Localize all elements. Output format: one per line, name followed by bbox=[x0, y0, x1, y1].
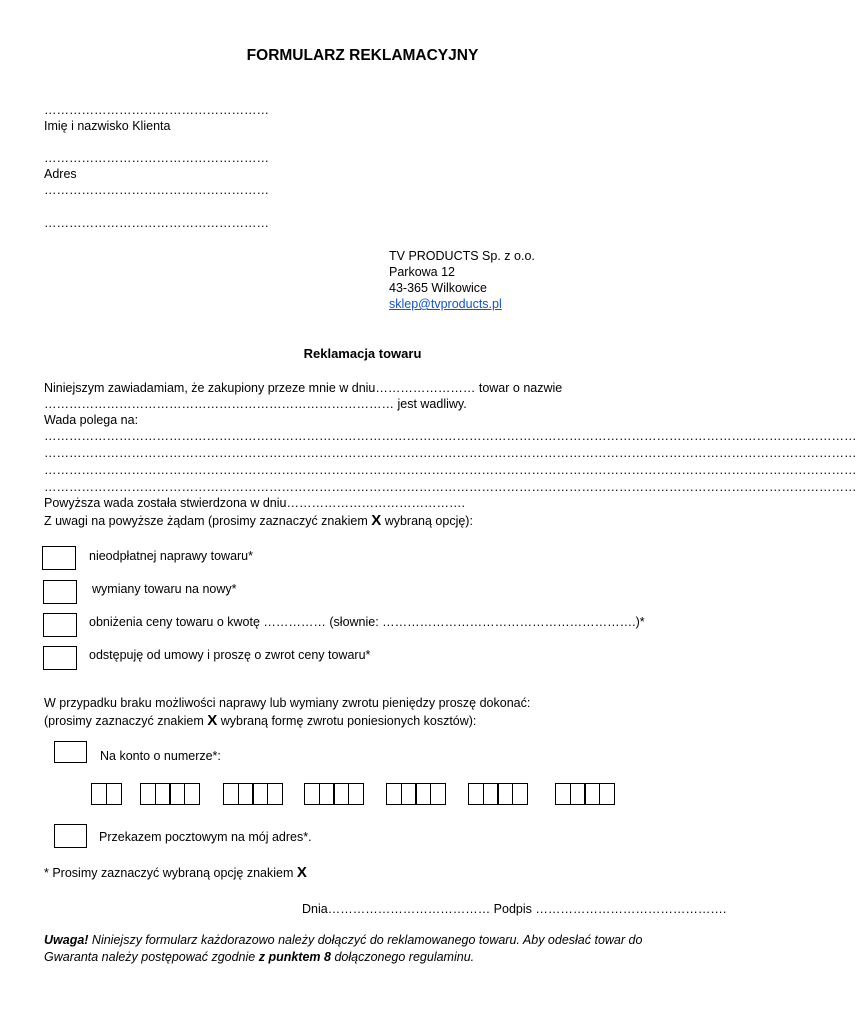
account-digit-cell[interactable] bbox=[348, 783, 364, 805]
account-digit-cell[interactable] bbox=[106, 783, 122, 805]
client-name-dots: ……………………………………………… bbox=[44, 103, 269, 117]
found-date-line: Powyższa wada została stwierdzona w dniu……………………………………. bbox=[44, 496, 465, 510]
section-title: Reklamacja towaru bbox=[303, 346, 422, 361]
account-digit-cell[interactable] bbox=[267, 783, 283, 805]
account-digit-cell[interactable] bbox=[584, 783, 600, 805]
x-mark: X bbox=[296, 864, 307, 881]
form-title: FORMULARZ REKLAMACYJNY bbox=[246, 47, 479, 64]
defect-line: …………………………………………………………………………………………………………………………………………………………………………… bbox=[44, 446, 857, 460]
note-text-2: dołączonego regulaminu. bbox=[330, 950, 475, 964]
defect-label: Wada polega na: bbox=[44, 413, 139, 427]
account-digit-cell[interactable] bbox=[304, 783, 320, 805]
product-name-line: ………………………………………………………………………… jest wadliwy. bbox=[44, 397, 467, 411]
defect-line: …………………………………………………………………………………………………………………………………………………………………………… bbox=[44, 429, 857, 443]
company-email-link[interactable]: sklep@tvproducts.pl bbox=[389, 297, 502, 311]
company-city: 43-365 Wilkowice bbox=[389, 281, 487, 295]
request-prefix: Z uwagi na powyższe żądam (prosimy zaznaczyć znakiem bbox=[44, 514, 372, 528]
footnote bbox=[44, 865, 307, 881]
request-line bbox=[44, 513, 473, 529]
account-digit-cell[interactable] bbox=[238, 783, 254, 805]
client-address-label: Adres bbox=[44, 167, 77, 181]
footnote-text: * Prosimy zaznaczyć wybraną opcję znakiem bbox=[44, 866, 297, 880]
request-suffix: wybraną opcję): bbox=[381, 514, 473, 528]
checkbox-withdrawal[interactable] bbox=[43, 646, 77, 670]
note bbox=[44, 932, 694, 966]
account-digit-group bbox=[223, 783, 282, 805]
account-digit-cell[interactable] bbox=[252, 783, 268, 805]
account-digit-cell[interactable] bbox=[91, 783, 107, 805]
account-digit-group bbox=[140, 783, 199, 805]
option-free-repair: nieodpłatnej naprawy towaru* bbox=[89, 549, 253, 563]
defect-line: …………………………………………………………………………………………………………………………………………………………………………… bbox=[44, 480, 857, 494]
account-digit-cell[interactable] bbox=[386, 783, 402, 805]
account-digit-cell[interactable] bbox=[570, 783, 586, 805]
defect-line: …………………………………………………………………………………………………………………………………………………………………………… bbox=[44, 463, 857, 477]
account-digit-cell[interactable] bbox=[319, 783, 335, 805]
date-signature-line: Dnia………………………………… Podpis ………………………………………. bbox=[302, 902, 727, 916]
account-digit-group bbox=[386, 783, 445, 805]
checkbox-replacement[interactable] bbox=[43, 580, 77, 604]
note-text-1: Niniejszy formularz każdorazowo należy dołączyć do reklamowanego towaru. Aby odesłać towar do Gwaranta należy postępować zgodnie bbox=[44, 933, 643, 964]
refund-suffix: wybraną formę zwrotu poniesionych kosztów): bbox=[217, 714, 477, 728]
note-warning: Uwaga! bbox=[44, 933, 89, 947]
account-digit-group bbox=[91, 783, 120, 805]
account-digit-cell[interactable] bbox=[468, 783, 484, 805]
client-address-dots-1: ……………………………………………… bbox=[44, 151, 269, 165]
account-digit-cell[interactable] bbox=[599, 783, 615, 805]
account-digit-cell[interactable] bbox=[184, 783, 200, 805]
purchase-line: Niniejszym zawiadamiam, że zakupiony przeze mnie w dniu…………………… towar o nazwie bbox=[44, 381, 563, 395]
note-point: z punktem 8 bbox=[258, 950, 331, 964]
account-digit-group bbox=[555, 783, 614, 805]
account-digit-cell[interactable] bbox=[497, 783, 513, 805]
client-address-dots-3: ……………………………………………… bbox=[44, 216, 269, 230]
account-digit-cell[interactable] bbox=[483, 783, 499, 805]
company-name: TV PRODUCTS Sp. z o.o. bbox=[389, 249, 535, 263]
refund-line-1: W przypadku braku możliwości naprawy lub wymiany zwrotu pieniędzy proszę dokonać: bbox=[44, 696, 531, 710]
company-street: Parkowa 12 bbox=[389, 265, 456, 279]
account-digit-cell[interactable] bbox=[512, 783, 528, 805]
account-digit-cell[interactable] bbox=[140, 783, 156, 805]
account-digit-cell[interactable] bbox=[333, 783, 349, 805]
checkbox-bank-account[interactable] bbox=[54, 741, 87, 763]
account-digit-cell[interactable] bbox=[555, 783, 571, 805]
postal-order-label: Przekazem pocztowym na mój adres*. bbox=[99, 830, 312, 844]
account-digit-group bbox=[304, 783, 363, 805]
bank-account-label: Na konto o numerze*: bbox=[100, 749, 221, 763]
account-digit-cell[interactable] bbox=[223, 783, 239, 805]
checkbox-free-repair[interactable] bbox=[42, 546, 76, 570]
client-address-dots-2: ……………………………………………… bbox=[44, 183, 269, 197]
client-name-label: Imię i nazwisko Klienta bbox=[44, 119, 171, 133]
account-digit-cell[interactable] bbox=[155, 783, 171, 805]
x-mark: X bbox=[371, 512, 382, 529]
option-withdrawal: odstępuję od umowy i proszę o zwrot ceny towaru* bbox=[89, 648, 371, 662]
checkbox-price-reduction[interactable] bbox=[43, 613, 77, 637]
account-digit-cell[interactable] bbox=[169, 783, 185, 805]
x-mark: X bbox=[207, 712, 218, 729]
option-price-reduction: obniżenia ceny towaru o kwotę …………… (słownie: …………………………………………………….)* bbox=[89, 615, 645, 629]
option-replacement: wymiany towaru na nowy* bbox=[92, 582, 237, 596]
account-digit-cell[interactable] bbox=[415, 783, 431, 805]
refund-line-2 bbox=[44, 713, 476, 729]
account-digit-cell[interactable] bbox=[430, 783, 446, 805]
refund-prefix: (prosimy zaznaczyć znakiem bbox=[44, 714, 208, 728]
account-digit-cell[interactable] bbox=[401, 783, 417, 805]
account-digit-group bbox=[468, 783, 527, 805]
checkbox-postal-order[interactable] bbox=[54, 824, 87, 848]
